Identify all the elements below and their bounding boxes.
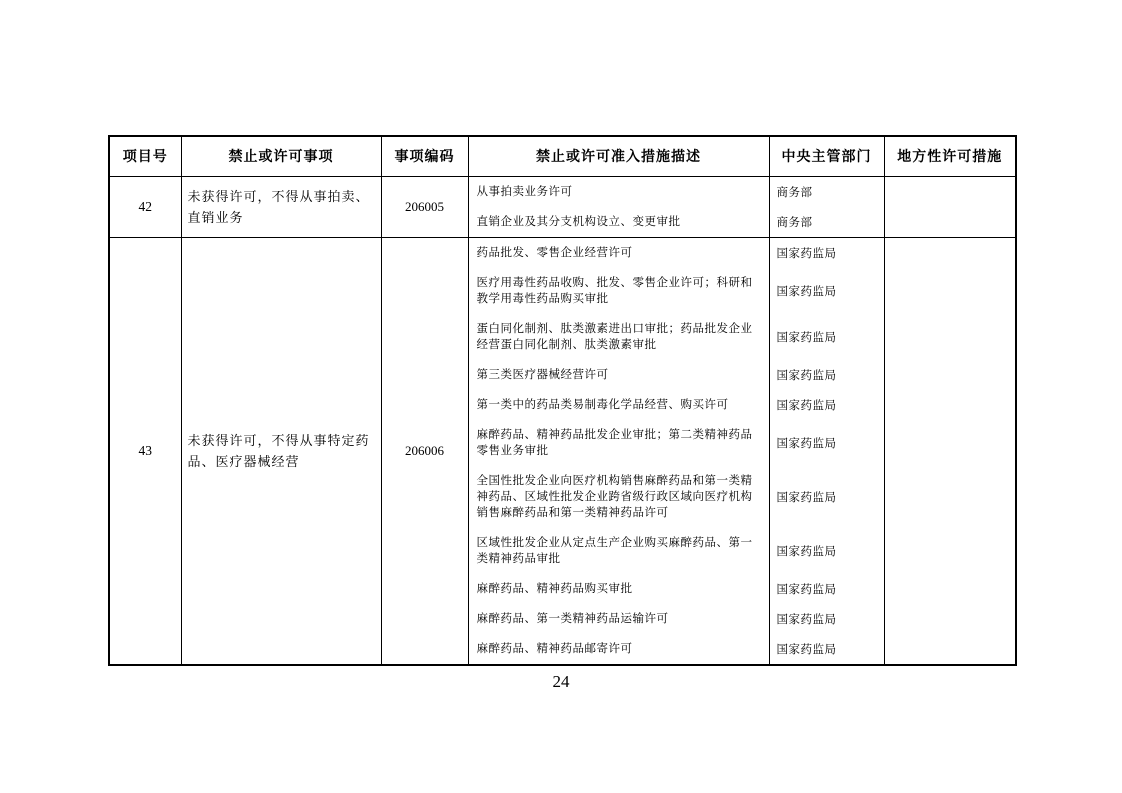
measure-cell: 药品批发、零售企业经营许可 bbox=[468, 237, 769, 268]
department-cell: 商务部 bbox=[769, 176, 884, 207]
measure-cell: 第一类中的药品类易制毒化学品经营、购买许可 bbox=[468, 390, 769, 420]
measure-cell: 麻醉药品、第一类精神药品运输许可 bbox=[468, 604, 769, 634]
measure-cell: 全国性批发企业向医疗机构销售麻醉药品和第一类精神药品、区域性批发企业跨省级行政区域向医疗机构销售麻醉药品和第一类精神药品许可 bbox=[468, 466, 769, 528]
department-cell: 国家药监局 bbox=[769, 574, 884, 604]
department-cell: 国家药监局 bbox=[769, 237, 884, 268]
item-number-cell: 42 bbox=[109, 176, 181, 237]
permit-items-table bbox=[108, 135, 1017, 666]
header-central-department: 中央主管部门 bbox=[769, 136, 884, 176]
code-cell: 206005 bbox=[381, 176, 468, 237]
measure-cell: 从事拍卖业务许可 bbox=[468, 176, 769, 207]
measure-cell: 医疗用毒性药品收购、批发、零售企业许可；科研和教学用毒性药品购买审批 bbox=[468, 268, 769, 314]
header-item-number: 项目号 bbox=[109, 136, 181, 176]
code-cell: 206006 bbox=[381, 237, 468, 665]
department-cell: 国家药监局 bbox=[769, 420, 884, 466]
table-row bbox=[109, 176, 1016, 207]
item-number-cell: 43 bbox=[109, 237, 181, 665]
measure-cell: 麻醉药品、精神药品购买审批 bbox=[468, 574, 769, 604]
department-cell: 国家药监局 bbox=[769, 314, 884, 360]
header-matter-code: 事项编码 bbox=[381, 136, 468, 176]
table-header-row bbox=[109, 136, 1016, 176]
local-measures-cell bbox=[884, 237, 1016, 665]
header-prohibited-or-permitted-matter: 禁止或许可事项 bbox=[181, 136, 381, 176]
local-measures-cell bbox=[884, 176, 1016, 237]
department-cell: 商务部 bbox=[769, 207, 884, 238]
department-cell: 国家药监局 bbox=[769, 604, 884, 634]
department-cell: 国家药监局 bbox=[769, 268, 884, 314]
measure-cell: 麻醉药品、精神药品邮寄许可 bbox=[468, 634, 769, 665]
measure-cell: 蛋白同化制剂、肽类激素进出口审批；药品批发企业经营蛋白同化制剂、肽类激素审批 bbox=[468, 314, 769, 360]
department-cell: 国家药监局 bbox=[769, 390, 884, 420]
measure-cell: 直销企业及其分支机构设立、变更审批 bbox=[468, 207, 769, 238]
table-row bbox=[109, 237, 1016, 268]
measure-cell: 麻醉药品、精神药品批发企业审批；第二类精神药品零售业务审批 bbox=[468, 420, 769, 466]
header-measure-description: 禁止或许可准入措施描述 bbox=[468, 136, 769, 176]
department-cell: 国家药监局 bbox=[769, 634, 884, 665]
department-cell: 国家药监局 bbox=[769, 360, 884, 390]
matter-cell: 未获得许可，不得从事拍卖、直销业务 bbox=[181, 176, 381, 237]
matter-cell: 未获得许可，不得从事特定药品、医疗器械经营 bbox=[181, 237, 381, 665]
department-cell: 国家药监局 bbox=[769, 528, 884, 574]
department-cell: 国家药监局 bbox=[769, 466, 884, 528]
measure-cell: 第三类医疗器械经营许可 bbox=[468, 360, 769, 390]
header-local-permit-measures: 地方性许可措施 bbox=[884, 136, 1016, 176]
page-number: 24 bbox=[552, 672, 570, 691]
measure-cell: 区域性批发企业从定点生产企业购买麻醉药品、第一类精神药品审批 bbox=[468, 528, 769, 574]
